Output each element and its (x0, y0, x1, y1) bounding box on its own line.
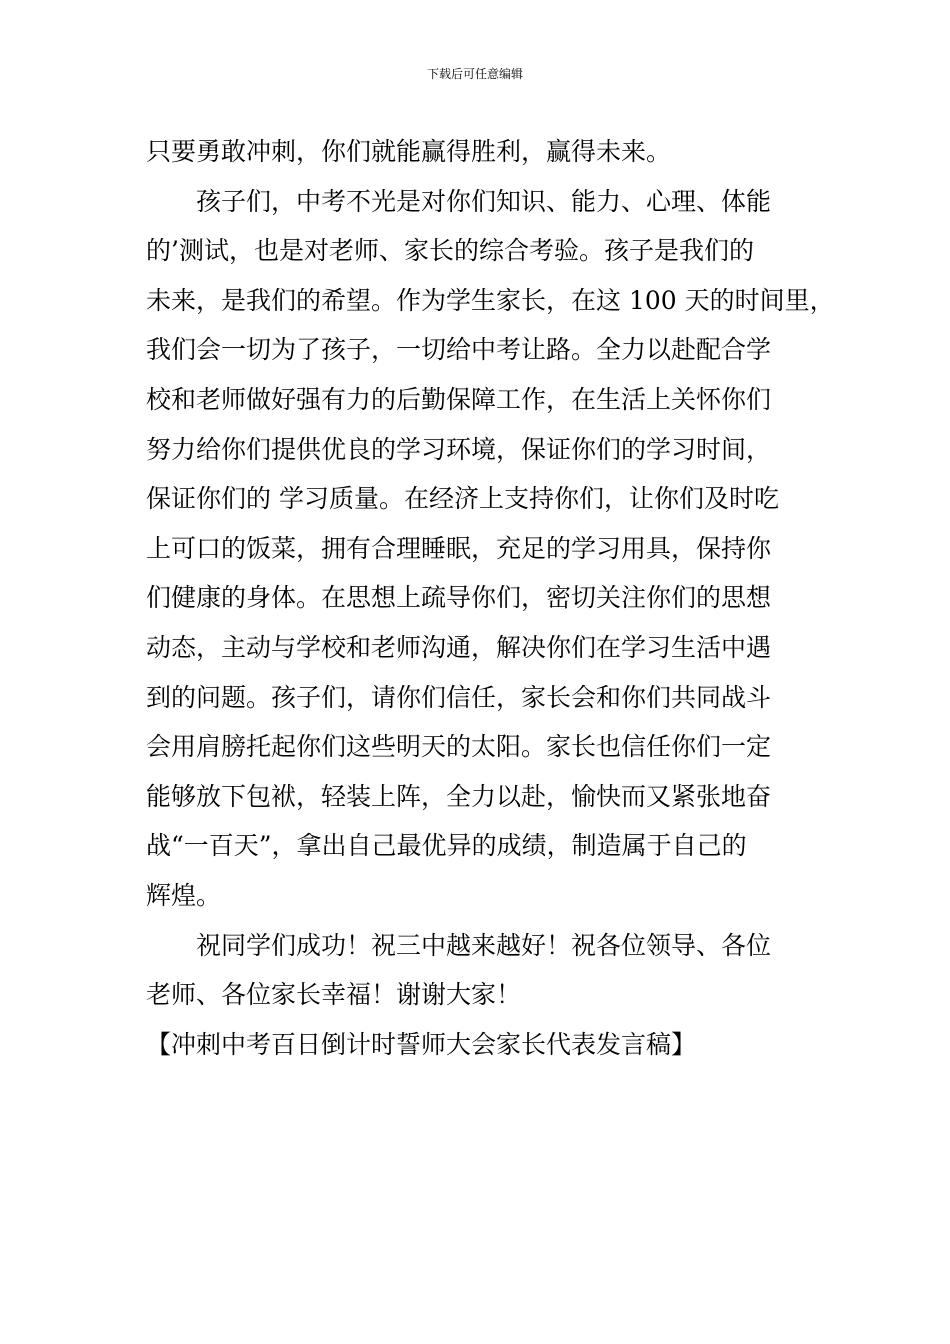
text-line: 辉煌。 (146, 880, 222, 910)
text-line: 保证你们的 学习质量。在经济上支持你们，让你们及时吃 (146, 484, 779, 514)
text-line: 战“一百天”，拿出自己最优异的成绩，制造属于自己的 (146, 831, 747, 861)
text-line: 只要勇敢冲刺，你们就能赢得胜利，赢得未来。 (146, 137, 672, 166)
text-line: 会用肩膀托起你们这些明天的太阳。家长也信任你们一定 (146, 732, 772, 762)
text-line: 校和老师做好强有力的后勤保障工作，在生活上关怀你们 (146, 384, 772, 414)
document-title-line: 【冲刺中考百日倒计时誓师大会家长代表发言稿】 (146, 1029, 697, 1059)
text-line: 能够放下包袱，轻装上阵，全力以赴，愉快而又紧张地奋 (146, 781, 772, 811)
text-line: 我们会一切为了孩子，一切给中考让路。全力以赴配合学 (146, 335, 772, 365)
text-line: 未来，是我们的希望。作为学生家长，在这 100 天的时间里， (146, 285, 835, 315)
text-line: 祝同学们成功！祝三中越来越好！祝各位领导、各位 (146, 930, 772, 960)
page-header-note: 下载后可任意编辑 (426, 67, 523, 81)
text-line: 上可口的饭菜，拥有合理睡眠，充足的学习用具，保持你 (146, 533, 772, 563)
text-line: 们健康的身体。在思想上疏导你们，密切关注你们的思想 (146, 583, 772, 613)
text-line: 动态，主动与学校和老师沟通，解决你们在学习生活中遇 (146, 632, 772, 662)
text-line: 努力给你们提供优良的学习环境，保证你们的学习时间， (146, 434, 772, 464)
document-body (146, 127, 835, 1069)
text-line: 孩子们，中考不光是对你们知识、能力、心理、体能 (146, 186, 772, 216)
text-line: 老师、各位家长幸福！谢谢大家！ (146, 980, 522, 1010)
text-line: 的’测试，也是对老师、家长的综合考验。孩子是我们的 (146, 236, 754, 266)
text-line: 到的问题。孩子们，请你们信任，家长会和你们共同战斗 (146, 682, 772, 712)
